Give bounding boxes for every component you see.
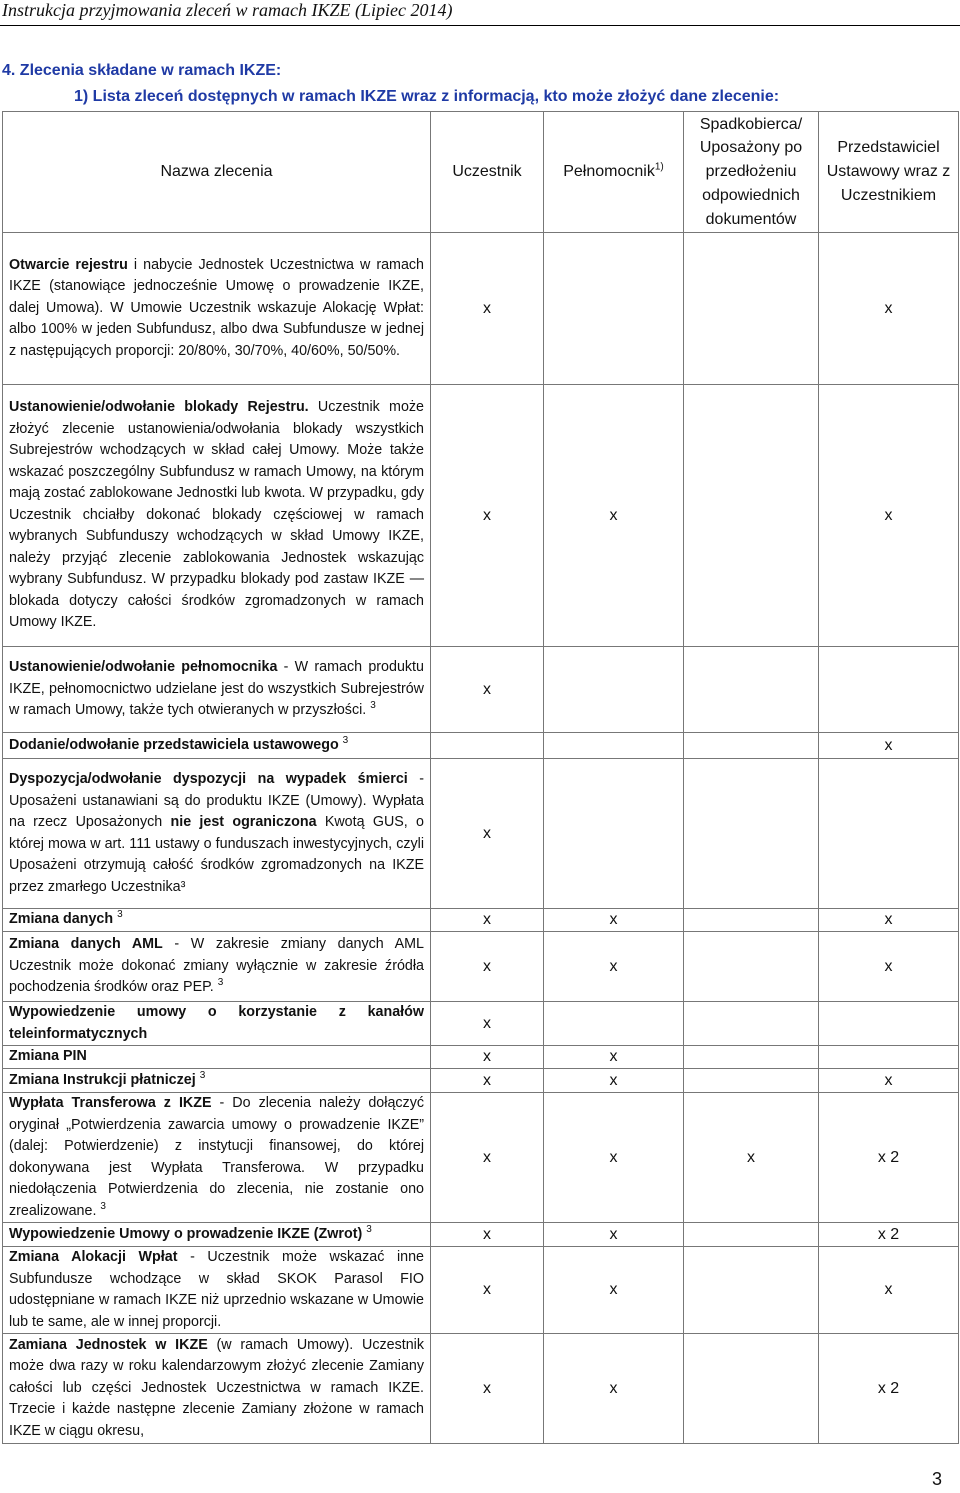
order-name-cell <box>3 932 431 1002</box>
heir-mark: x <box>684 1093 819 1223</box>
participant-mark: x <box>431 1046 544 1069</box>
order-name-cell <box>3 1223 431 1247</box>
participant-mark: x <box>431 1069 544 1093</box>
representative-mark: x <box>819 909 959 932</box>
heir-mark <box>684 1334 819 1444</box>
table-row <box>3 733 959 759</box>
participant-mark: x <box>431 1002 544 1046</box>
proxy-mark: x <box>544 1093 684 1223</box>
representative-mark: x 2 <box>819 1093 959 1223</box>
order-description: (w ramach Umowy). Uczestnik może dwa razy w roku kalendarzowym złożyć zlecenie Zamiany całości lub części Jednostek Uczestnictwa w ramach IKZE. Trzecie i każde następne zlecenie Zamiany złożone w ramach IKZE w ciągu okresu, <box>9 1336 424 1439</box>
table-header-row <box>3 112 959 233</box>
order-name-cell <box>3 909 431 932</box>
participant-mark: x <box>431 1334 544 1444</box>
col-header-name: Nazwa zlecenia <box>3 112 431 233</box>
table-row <box>3 385 959 647</box>
order-name-cell <box>3 1247 431 1334</box>
order-name-bold: Wypowiedzenie umowy o korzystanie z kanałów teleinformatycznych <box>9 1004 424 1042</box>
header-rule <box>0 25 960 26</box>
footnote-ref: 3 <box>342 734 349 746</box>
heir-mark <box>684 759 819 909</box>
heir-mark <box>684 733 819 759</box>
table-row <box>3 1002 959 1046</box>
table-row <box>3 233 959 385</box>
table-row <box>3 1247 959 1334</box>
page-number: 3 <box>931 1469 942 1489</box>
representative-mark: x <box>819 233 959 385</box>
section-subheading: 1) Lista zleceń dostępnych w ramach IKZE wraz z informacją, kto może złożyć dane zlecenie: <box>74 88 780 105</box>
participant-mark: x <box>431 385 544 647</box>
proxy-mark <box>544 733 684 759</box>
representative-mark: x <box>819 932 959 1002</box>
table-row <box>3 932 959 1002</box>
order-description: - W zakresie zmiany danych AML Uczestnik może dokonać zmiany wyłącznie w zakresie źródła pochodzenia środków oraz PEP. <box>9 936 424 996</box>
footnote-ref: 3 <box>100 1200 106 1212</box>
representative-mark: x <box>819 1069 959 1093</box>
representative-mark <box>819 647 959 733</box>
participant-mark: x <box>431 909 544 932</box>
table-row <box>3 1093 959 1223</box>
footnote-ref: 3 <box>370 700 376 712</box>
orders-table <box>2 111 959 1444</box>
order-name-cell <box>3 759 431 909</box>
order-name-bold: Wypłata Transferowa z IKZE <box>9 1095 212 1111</box>
col-header-proxy: Pełnomocnik$^{1)}$ <box>544 112 684 233</box>
order-name-bold: Zmiana danych AML <box>9 936 163 953</box>
heir-mark <box>684 647 819 733</box>
heir-mark <box>684 909 819 932</box>
participant-mark: x <box>431 1223 544 1247</box>
col-header-participant: Uczestnik <box>431 112 544 233</box>
order-name-bold: Dodanie/odwołanie przedstawiciela ustawowego <box>9 736 339 753</box>
footnote-ref: 3 <box>217 977 224 989</box>
order-name-cell <box>3 1002 431 1046</box>
participant-mark: x <box>431 233 544 385</box>
heir-mark <box>684 385 819 647</box>
col-header-representative: Przedstawiciel Ustawowy wraz z Uczestnikiem <box>819 112 959 233</box>
heir-mark <box>684 1002 819 1046</box>
representative-mark: x <box>819 1247 959 1334</box>
proxy-mark: x <box>544 1046 684 1069</box>
order-name-bold: Zamiana Jednostek w IKZE <box>9 1336 208 1353</box>
table-row <box>3 1223 959 1247</box>
proxy-mark: x <box>544 932 684 1002</box>
representative-mark <box>819 1002 959 1046</box>
participant-mark: x <box>431 759 544 909</box>
table-row <box>3 759 959 909</box>
order-description: i nabycie Jednostek Uczestnictwa w ramach IKZE (stanowiące jednocześnie Umowę o prowadzenie IKZE, dalej Umowa). W Umowie Uczestnik wskazuje Alokację Wpłat: albo 100% w jeden Subfundusz, albo dwa Subfundusze w jednej z następujących proporcji: 20/80%, 30/70%, 40/60%, 50/50%. <box>9 256 424 359</box>
order-name-bold: Ustanowienie/odwołanie pełnomocnika <box>9 659 278 676</box>
participant-mark: x <box>431 1247 544 1334</box>
table-row <box>3 909 959 932</box>
order-name-cell <box>3 647 431 733</box>
representative-mark <box>819 1046 959 1069</box>
representative-mark: x 2 <box>819 1223 959 1247</box>
footnote-ref: 3 <box>199 1069 206 1081</box>
proxy-mark: x <box>544 1223 684 1247</box>
col-header-heir: Spadkobierca/ Uposażony po przedłożeniu odpowiednich dokumentów <box>684 112 819 233</box>
proxy-mark <box>544 233 684 385</box>
proxy-mark: x <box>544 909 684 932</box>
heir-mark <box>684 233 819 385</box>
section-heading: 4. Zlecenia składane w ramach IKZE: <box>2 62 282 79</box>
heir-mark <box>684 1046 819 1069</box>
participant-mark: x <box>431 647 544 733</box>
order-description: - W ramach produktu IKZE, pełnomocnictwo udzielane jest do wszystkich Subrejestrów w ramach Umowy, także tych otwieranych w przyszłości. <box>9 659 424 719</box>
table-row <box>3 1334 959 1444</box>
order-name-bold: Zmiana PIN <box>9 1048 87 1065</box>
heir-mark <box>684 1069 819 1093</box>
representative-mark: x 2 <box>819 1334 959 1444</box>
page-header <box>0 0 960 24</box>
proxy-mark: x <box>544 385 684 647</box>
proxy-mark: x <box>544 1334 684 1444</box>
order-description-cont: Kwotą GUS, o której mowa w art. 111 ustawy o funduszach inwestycyjnych, czyli Uposażeni otrzymują całość środków zgromadzonych na IKZE przez zmarłego Uczestnika³ <box>9 814 424 895</box>
representative-mark <box>819 759 959 909</box>
proxy-mark <box>544 1002 684 1046</box>
order-name-bold: Wypowiedzenie Umowy o prowadzenie IKZE (Zwrot) <box>9 1225 363 1242</box>
representative-mark: x <box>819 385 959 647</box>
order-name-cell <box>3 733 431 759</box>
order-name-bold: Ustanowienie/odwołanie blokady Rejestru. <box>9 399 309 416</box>
order-name-cell <box>3 385 431 647</box>
proxy-mark: x <box>544 1247 684 1334</box>
table-row <box>3 1046 959 1069</box>
order-description: - Uczestnik może wskazać inne Subfundusze wchodzące w skład SKOK Parasol FIO udostępniane w ramach IKZE niż uprzednio wskazane w Umowie lub te same, ale w innej proporcji. <box>9 1249 424 1330</box>
order-name-cell <box>3 1046 431 1069</box>
document-title: Instrukcja przyjmowania zleceń w ramach IKZE (Lipiec 2014) <box>2 0 453 20</box>
order-name-bold: Dyspozycja/odwołanie dyspozycji na wypadek śmierci <box>9 771 408 787</box>
participant-mark: x <box>431 932 544 1002</box>
order-name-bold: Otwarcie rejestru <box>9 256 128 273</box>
footnote-ref: 3 <box>117 909 123 921</box>
table-body <box>3 233 959 1444</box>
order-name-cell <box>3 233 431 385</box>
participant-mark <box>431 733 544 759</box>
table-row <box>3 647 959 733</box>
order-description: - Uposażeni ustanawiani są do produktu IKZE (Umowy). Wypłata na rzecz Uposażonych <box>9 771 424 830</box>
proxy-mark <box>544 647 684 733</box>
order-description: - Do zlecenia należy dołączyć oryginał „Potwierdzenia zawarcia umowy o prowadzenie IKZE” (dalej: Potwierdzenie) z instytucji finansowej, do której dokonywana jest Wypłata Transferowa. W przypadku niedołączenia Potwierdzenia do zlecenia, nie zostanie ono zrealizowane. <box>9 1095 424 1219</box>
heir-mark <box>684 1247 819 1334</box>
proxy-mark: x <box>544 1069 684 1093</box>
table-row <box>3 1069 959 1093</box>
order-name-bold: Zmiana danych <box>9 911 114 928</box>
participant-mark: x <box>431 1093 544 1223</box>
order-name-cell <box>3 1093 431 1223</box>
heir-mark <box>684 932 819 1002</box>
order-name-cell <box>3 1334 431 1444</box>
order-description: Uczestnik może złożyć zlecenie ustanowienia/odwołania blokady wszystkich Subrejestrów wchodzących w skład całej Umowy. Może także wskazać poszczególny Subfundusz w ramach Umowy, na którym mają zostać zablokowane Jednostki lub kwota. W przypadku, gdy Uczestnik chciałby dokonać blokady częściowej w ramach wybranych Subfunduszy wchodzących w skład Umowy IKZE, należy przyjąć zlecenie zablokowania Jednostek wskazując wybrany Subfundusz. W przypadku blokady pod zastaw IKZE — blokada dotyczy całości środków zgromadzonych w ramach Umowy IKZE. <box>9 399 424 631</box>
heir-mark <box>684 1223 819 1247</box>
order-description-bold: nie jest ograniczona <box>170 814 317 830</box>
order-name-bold: Zmiana Alokacji Wpłat <box>9 1249 178 1265</box>
order-name-bold: Zmiana Instrukcji płatniczej <box>9 1071 196 1088</box>
col-header-proxy-sup: 1) <box>654 161 664 173</box>
representative-mark: x <box>819 733 959 759</box>
footnote-ref: 3 <box>366 1223 372 1235</box>
order-name-cell <box>3 1069 431 1093</box>
proxy-mark <box>544 759 684 909</box>
